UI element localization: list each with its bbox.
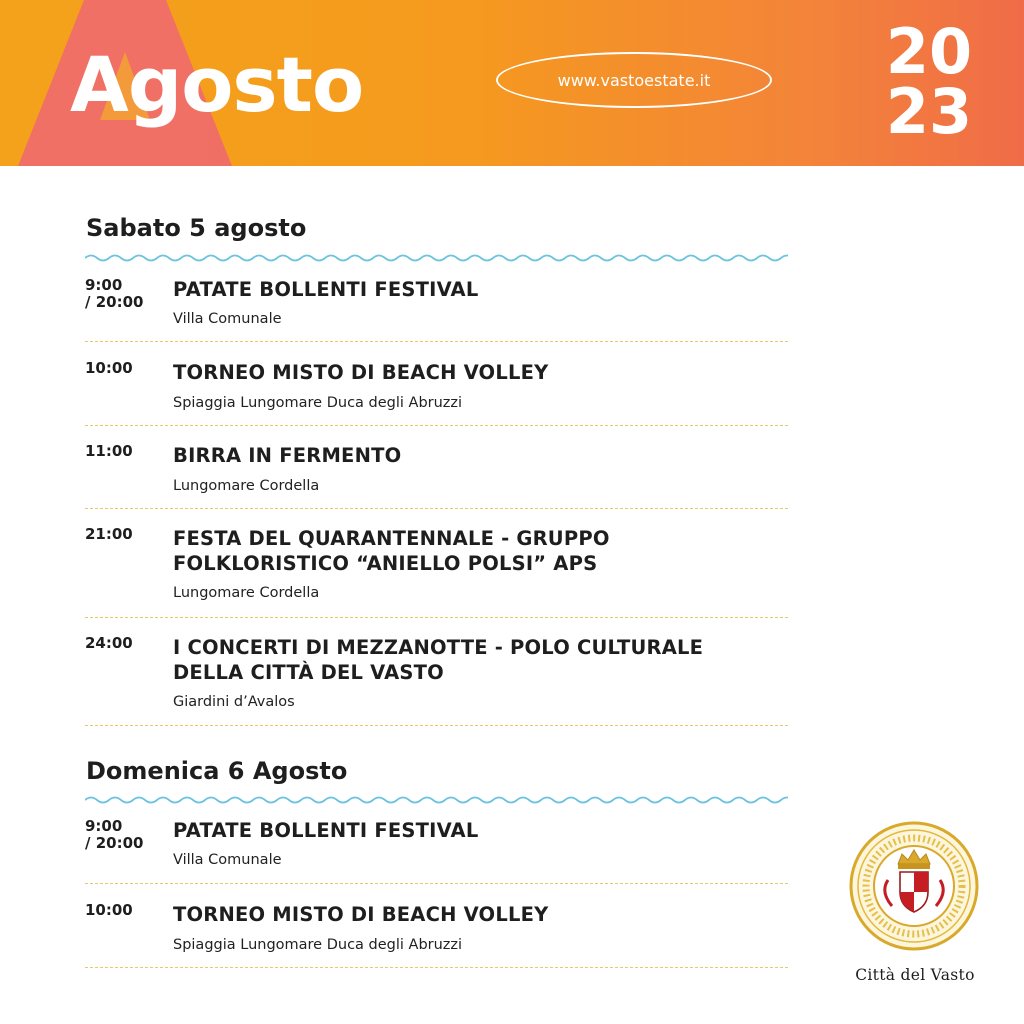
dashed-separator [85, 425, 788, 426]
event-title [173, 443, 783, 468]
dashed-separator [85, 508, 788, 509]
event-time-start: 21:00 [85, 525, 133, 543]
event-time-start: 11:00 [85, 442, 133, 460]
event-title-line: I CONCERTI DI MEZZANOTTE - POLO CULTURALE [173, 636, 704, 659]
dashed-separator [85, 617, 788, 618]
event-title [173, 635, 783, 685]
event-time [85, 635, 165, 652]
event-time [85, 277, 165, 311]
event-time-start: 9:00 [85, 817, 123, 835]
dashed-separator [85, 967, 788, 968]
event-title [173, 360, 783, 385]
dashed-separator [85, 341, 788, 342]
website-link[interactable]: www.vastoestate.it [496, 52, 772, 108]
event-title-line: DELLA CITTÀ DEL VASTO [173, 661, 444, 684]
event-place: Lungomare Cordella [173, 478, 320, 494]
dashed-separator [85, 725, 788, 726]
event-time [85, 360, 165, 377]
event-time-start: 10:00 [85, 359, 133, 377]
event-time-end: / 20:00 [85, 293, 144, 311]
event-title [173, 277, 783, 302]
event-title [173, 902, 783, 927]
year-bottom: 23 [885, 75, 973, 148]
event-place: Spiaggia Lungomare Duca degli Abruzzi [173, 937, 463, 953]
event-place: Villa Comunale [173, 311, 282, 327]
event-time [85, 818, 165, 852]
event-title [173, 818, 783, 843]
event-time [85, 443, 165, 460]
event-time [85, 902, 165, 919]
event-title-line: TORNEO MISTO DI BEACH VOLLEY [173, 361, 549, 384]
event-title-line: PATATE BOLLENTI FESTIVAL [173, 278, 479, 301]
event-time-start: 9:00 [85, 276, 123, 294]
event-place: Giardini d’Avalos [173, 694, 295, 710]
event-title [173, 526, 783, 576]
event-time [85, 526, 165, 543]
event-place: Villa Comunale [173, 852, 282, 868]
event-title-line: BIRRA IN FERMENTO [173, 444, 402, 467]
city-seal-icon [848, 820, 980, 952]
city-name: Città del Vasto [855, 966, 975, 984]
year-label [884, 15, 974, 148]
day-title: Sabato 5 agosto [86, 214, 307, 242]
month-title: Agosto [70, 40, 364, 129]
event-place: Lungomare Cordella [173, 585, 320, 601]
event-title-line: FESTA DEL QUARANTENNALE - GRUPPO [173, 527, 610, 550]
event-time-end: / 20:00 [85, 834, 144, 852]
event-title-line: TORNEO MISTO DI BEACH VOLLEY [173, 903, 549, 926]
event-time-start: 24:00 [85, 634, 133, 652]
event-time-start: 10:00 [85, 901, 133, 919]
event-place: Spiaggia Lungomare Duca degli Abruzzi [173, 395, 463, 411]
wave-divider [85, 795, 788, 805]
header-banner [0, 0, 1024, 166]
event-title-line: FOLKLORISTICO “ANIELLO POLSI” APS [173, 552, 598, 575]
event-title-line: PATATE BOLLENTI FESTIVAL [173, 819, 479, 842]
dashed-separator [85, 883, 788, 884]
wave-divider [85, 253, 788, 263]
day-title: Domenica 6 Agosto [86, 757, 348, 785]
year-top: 20 [885, 15, 973, 88]
